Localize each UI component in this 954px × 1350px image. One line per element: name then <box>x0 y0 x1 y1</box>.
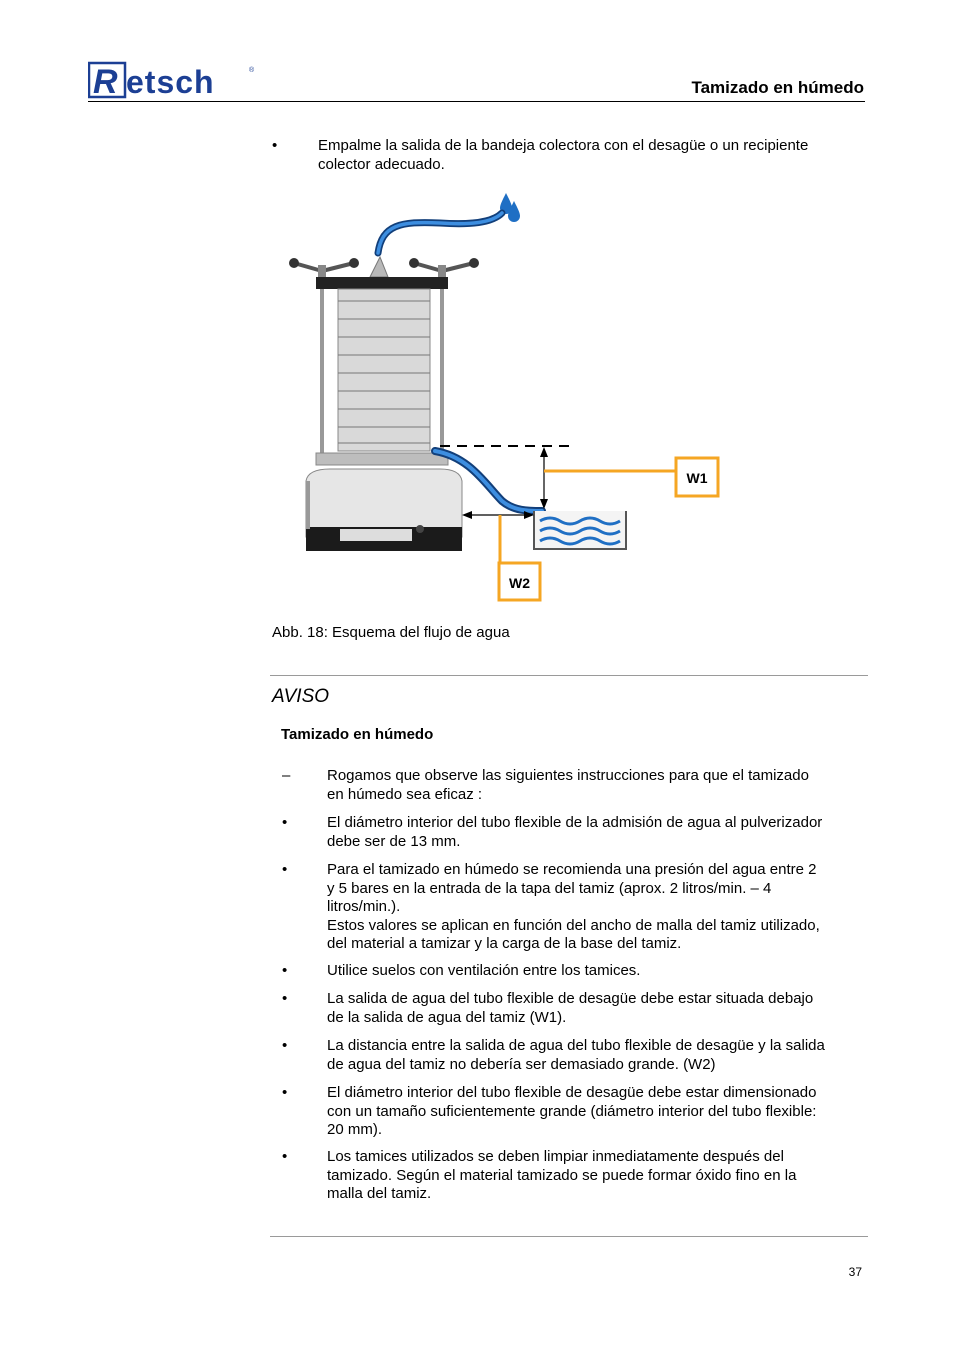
list-item-line: malla del tamiz. <box>327 1185 432 1202</box>
header-divider <box>88 101 865 102</box>
retsch-logo <box>88 60 260 102</box>
list-item-line: Para el tamizado en húmedo se recomienda una presión del agua entre 2 <box>327 861 817 878</box>
list-item-line: litros/min.). <box>327 898 401 915</box>
intro-paragraph <box>318 137 863 174</box>
clamping-knob-left <box>289 258 359 279</box>
list-item-line: El diámetro interior del tubo flexible de desagüe debe estar dimensionado <box>327 1084 817 1101</box>
figure-caption: Abb. 18: Esquema del flujo de agua <box>272 624 510 641</box>
clamping-knob-right <box>409 258 479 279</box>
list-item-line: El diámetro interior del tubo flexible de la admisión de agua al pulverizador <box>327 814 823 831</box>
svg-text:etsch: etsch <box>126 64 215 100</box>
list-bullet: • <box>282 962 288 979</box>
list-item-line: de agua del tamiz no debería ser demasiado grande. (W2) <box>327 1055 716 1073</box>
label-w1: W1 <box>686 470 708 486</box>
bullet-mark: • <box>272 137 278 154</box>
notice-subtitle: Tamizado en húmedo <box>281 726 434 743</box>
list-item <box>327 962 867 981</box>
list-item-line: La salida de agua del tubo flexible de desagüe debe estar situada debajo <box>327 990 814 1007</box>
list-item-line: con un tamaño suficientemente grande (diámetro interior del tubo flexible: <box>327 1102 817 1120</box>
list-item-line: de la salida de agua del tamiz (W1). <box>327 1008 567 1026</box>
list-item-line: Los tamices utilizados se deben limpiar inmediatamente después del <box>327 1148 784 1165</box>
list-item-line: y 5 bares en la entrada de la tapa del tamiz (aprox. 2 litros/min. – 4 <box>327 879 772 897</box>
section-title: Tamizado en húmedo <box>691 78 864 97</box>
list-item-line: Rogamos que observe las siguientes instrucciones para que el tamizado <box>327 767 809 784</box>
inlet-hose <box>378 213 502 253</box>
list-item <box>327 990 867 1027</box>
svg-text:®: ® <box>249 67 255 74</box>
list-item-line: tamizado. Según el material tamizado se puede formar óxido fino en la <box>327 1166 797 1184</box>
list-item-line: 20 mm). <box>327 1121 383 1138</box>
list-bullet: – <box>282 767 291 784</box>
section-divider <box>270 675 868 676</box>
water-drops-icon <box>500 193 520 222</box>
list-item-line: La distancia entre la salida de agua del tubo flexible de desagüe y la salida <box>327 1037 825 1054</box>
footer-divider <box>270 1236 868 1237</box>
sieve-stack <box>338 289 430 451</box>
label-w2: W2 <box>509 575 530 591</box>
list-bullet: • <box>282 814 288 831</box>
list-item-line: Estos valores se aplican en función del ancho de malla del tamiz utilizado, <box>327 916 820 934</box>
list-bullet: • <box>282 990 288 1007</box>
water-container <box>534 511 626 549</box>
list-item-line: Utilice suelos con ventilación entre los tamices. <box>327 962 641 979</box>
notice-title: AVISO <box>272 686 330 707</box>
list-item <box>327 1148 867 1204</box>
intro-line: colector adecuado. <box>318 155 445 173</box>
list-item <box>327 1037 867 1074</box>
list-bullet: • <box>282 1084 288 1101</box>
list-item <box>327 861 867 954</box>
list-item <box>327 1084 867 1140</box>
list-item-line: debe ser de 13 mm. <box>327 832 461 850</box>
list-bullet: • <box>282 1148 288 1165</box>
intro-line: Empalme la salida de la bandeja colectora con el desagüe o un recipiente <box>318 137 809 154</box>
list-bullet: • <box>282 861 288 878</box>
list-item <box>327 814 867 851</box>
sieve-shaker-base <box>306 469 462 551</box>
list-item-line: del material a tamizar y la carga de la base del tamiz. <box>327 935 682 952</box>
list-item-line: en húmedo sea eficaz : <box>327 785 483 803</box>
water-flow-diagram <box>270 185 730 605</box>
list-item <box>327 767 867 804</box>
list-bullet: • <box>282 1037 288 1054</box>
svg-text:R: R <box>93 63 118 101</box>
page-number: 37 <box>848 1265 862 1279</box>
